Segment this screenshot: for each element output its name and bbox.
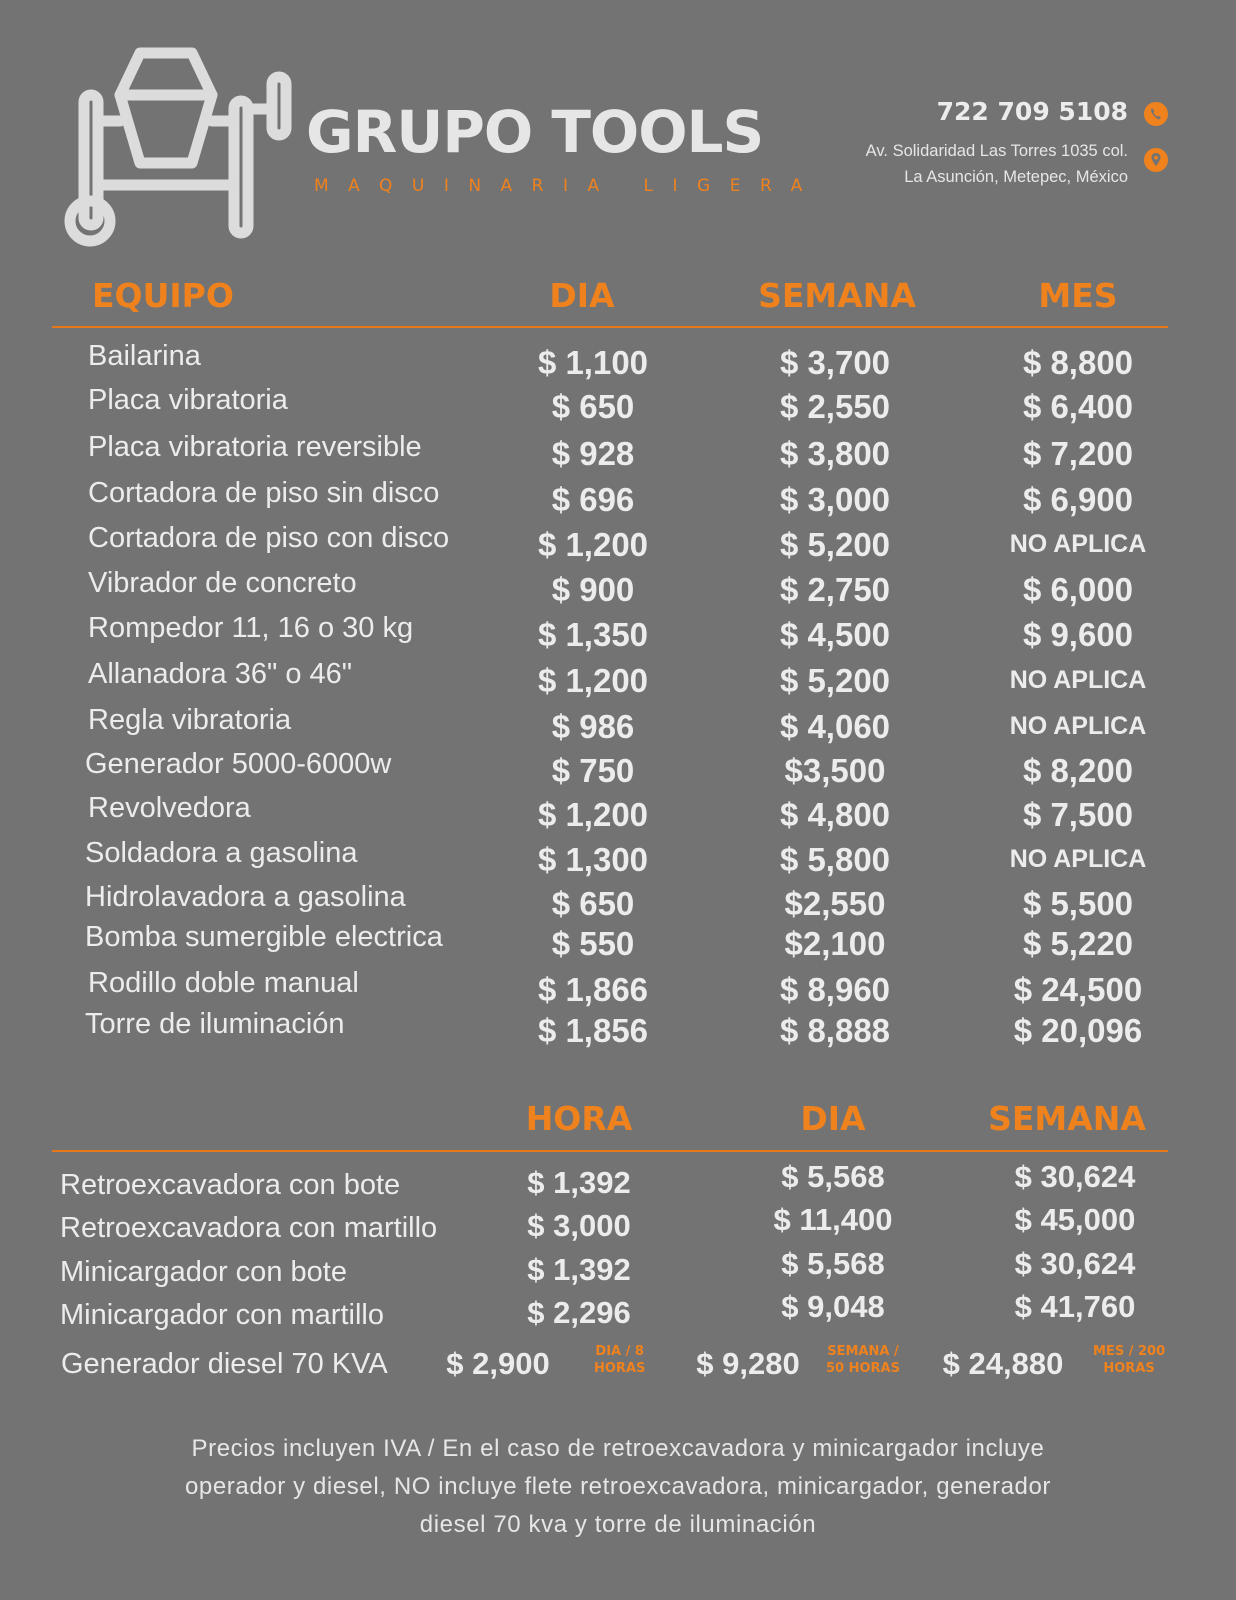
price-dia: $ 9,048 bbox=[781, 1289, 885, 1324]
price-mes: NO APLICA bbox=[1009, 712, 1147, 740]
footer-line-2: operador y diesel, NO incluye flete retroexcavadora, minicargador, generador bbox=[184, 1473, 1052, 1500]
price-mes: NO APLICA bbox=[1009, 666, 1147, 694]
price-semana: $ 30,624 bbox=[1014, 1246, 1136, 1281]
table-row bbox=[0, 567, 1236, 611]
price-mes: $ 6,400 bbox=[1022, 388, 1134, 425]
price-mes: $ 6,900 bbox=[1022, 481, 1134, 518]
equipment-name: Vibrador de concreto bbox=[88, 567, 357, 599]
equipment-name: Placa vibratoria bbox=[88, 384, 288, 416]
equipment-name: Placa vibratoria reversible bbox=[88, 431, 422, 463]
equipment-name: Regla vibratoria bbox=[88, 704, 292, 736]
table-row-generator-diesel bbox=[0, 1346, 1236, 1390]
price-semana: $ 8,888 bbox=[779, 1012, 891, 1049]
table1-divider bbox=[52, 326, 1168, 328]
unit-label-line: MES / 200 bbox=[1093, 1344, 1166, 1359]
table-row bbox=[0, 837, 1236, 881]
price-semana: $ 30,624 bbox=[1014, 1159, 1136, 1194]
table-row bbox=[0, 431, 1236, 475]
equipment-name: Retroexcavadora con martillo bbox=[60, 1212, 438, 1244]
table-row bbox=[0, 748, 1236, 792]
price-dia: $ 5,568 bbox=[781, 1159, 885, 1194]
price-mes: $ 5,500 bbox=[1022, 885, 1134, 922]
equipment-name: Minicargador con bote bbox=[60, 1256, 347, 1288]
price-mes: $ 8,200 bbox=[1022, 752, 1134, 789]
phone-icon bbox=[1144, 102, 1168, 126]
price-dia: $ 928 bbox=[551, 435, 635, 472]
price-dia: $ 1,866 bbox=[537, 971, 649, 1008]
price-mes: $ 7,500 bbox=[1022, 796, 1134, 833]
equipment-name: Bomba sumergible electrica bbox=[85, 921, 443, 953]
table-row bbox=[0, 340, 1236, 384]
price-dia: $ 1,200 bbox=[537, 796, 649, 833]
address-line-2: La Asunción, Metepec, México bbox=[904, 168, 1128, 186]
equipment-name: Rodillo doble manual bbox=[88, 967, 359, 999]
price-dia: $ 696 bbox=[551, 481, 635, 518]
equipment-name: Rompedor 11, 16 o 30 kg bbox=[88, 612, 414, 644]
price-dia-8-horas: $ 2,900 bbox=[446, 1346, 550, 1381]
table-row bbox=[0, 881, 1236, 925]
equipment-name: Cortadora de piso con disco bbox=[88, 522, 450, 554]
table-row bbox=[0, 658, 1236, 702]
header-dia: DIA bbox=[549, 276, 615, 315]
equipment-name: Soldadora a gasolina bbox=[85, 837, 358, 869]
price-dia: $ 5,568 bbox=[781, 1246, 885, 1281]
table-row bbox=[0, 967, 1236, 1011]
price-semana: $ 41,760 bbox=[1014, 1289, 1136, 1324]
price-hora: $ 1,392 bbox=[527, 1252, 631, 1287]
price-semana: $ 5,800 bbox=[779, 841, 891, 878]
equipment-name: Minicargador con martillo bbox=[60, 1299, 384, 1331]
price-dia: $ 900 bbox=[551, 571, 635, 608]
price-semana: $ 4,060 bbox=[779, 708, 891, 745]
price-dia: $ 1,200 bbox=[537, 662, 649, 699]
header-equipo: EQUIPO bbox=[92, 276, 234, 315]
price-hora: $ 1,392 bbox=[527, 1165, 631, 1200]
table-row bbox=[0, 921, 1236, 965]
price-mes: NO APLICA bbox=[1009, 845, 1147, 873]
price-mes: $ 6,000 bbox=[1022, 571, 1134, 608]
price-mes: NO APLICA bbox=[1009, 530, 1147, 558]
price-semana-50-horas: $ 9,280 bbox=[696, 1346, 800, 1381]
price-semana: $ 4,800 bbox=[779, 796, 891, 833]
price-hora: $ 3,000 bbox=[527, 1208, 631, 1243]
equipment-name: Generador 5000-6000w bbox=[85, 748, 392, 780]
unit-label-dia bbox=[594, 1343, 645, 1377]
price-dia: $ 986 bbox=[551, 708, 635, 745]
price-semana: $ 5,200 bbox=[779, 526, 891, 563]
price-semana: $ 3,000 bbox=[779, 481, 891, 518]
address bbox=[866, 138, 1128, 190]
price-mes: $ 7,200 bbox=[1022, 435, 1134, 472]
price-semana: $ 45,000 bbox=[1014, 1202, 1136, 1237]
table-row bbox=[0, 522, 1236, 566]
price-dia: $ 1,300 bbox=[537, 841, 649, 878]
price-mes-200-horas: $ 24,880 bbox=[942, 1346, 1064, 1381]
header-dia-2: DIA bbox=[800, 1099, 866, 1138]
unit-label-line: DIA / 8 bbox=[595, 1344, 644, 1359]
unit-label-line: 50 HORAS bbox=[826, 1361, 900, 1376]
price-semana: $ 2,750 bbox=[779, 571, 891, 608]
price-mes: $ 24,500 bbox=[1013, 971, 1143, 1008]
price-mes: $ 20,096 bbox=[1013, 1012, 1143, 1049]
equipment-name: Allanadora 36" o 46" bbox=[88, 658, 353, 690]
price-semana: $ 3,700 bbox=[779, 344, 891, 381]
unit-label-semana bbox=[826, 1343, 900, 1377]
price-semana: $ 4,500 bbox=[779, 616, 891, 653]
table-row bbox=[0, 1289, 1236, 1341]
price-mes: $ 5,220 bbox=[1022, 925, 1134, 962]
price-dia: $ 550 bbox=[551, 925, 635, 962]
unit-label-line: HORAS bbox=[1103, 1361, 1155, 1376]
price-semana: $ 2,550 bbox=[779, 388, 891, 425]
phone-number[interactable]: 722 709 5108 bbox=[936, 97, 1128, 126]
table-row bbox=[0, 612, 1236, 656]
header-semana-2: SEMANA bbox=[988, 1099, 1146, 1138]
price-dia: $ 650 bbox=[551, 388, 635, 425]
header-mes: MES bbox=[1038, 276, 1118, 315]
unit-label-mes bbox=[1093, 1343, 1165, 1377]
header-hora: HORA bbox=[525, 1099, 633, 1138]
price-mes: $ 9,600 bbox=[1022, 616, 1134, 653]
price-semana: $3,500 bbox=[784, 752, 886, 789]
footer-line-1: Precios incluyen IVA / En el caso de retroexcavadora y minicargador incluye bbox=[191, 1435, 1045, 1462]
location-pin-icon bbox=[1144, 148, 1168, 172]
price-semana: $ 5,200 bbox=[779, 662, 891, 699]
address-line-1: Av. Solidaridad Las Torres 1035 col. bbox=[865, 142, 1128, 160]
equipment-name: Bailarina bbox=[88, 340, 201, 372]
price-dia: $ 750 bbox=[551, 752, 635, 789]
price-mes: $ 8,800 bbox=[1022, 344, 1134, 381]
equipment-name: Hidrolavadora a gasolina bbox=[85, 881, 406, 913]
price-semana: $ 8,960 bbox=[779, 971, 891, 1008]
price-semana: $ 3,800 bbox=[779, 435, 891, 472]
table2-divider bbox=[52, 1150, 1168, 1152]
equipment-name: Generador diesel 70 KVA bbox=[61, 1348, 388, 1380]
unit-label-line: HORAS bbox=[594, 1361, 646, 1376]
price-semana: $2,550 bbox=[784, 885, 886, 922]
table-row bbox=[0, 384, 1236, 428]
equipment-name: Retroexcavadora con bote bbox=[60, 1169, 401, 1201]
brand-name: GRUPO TOOLS bbox=[306, 98, 764, 166]
table-row bbox=[0, 704, 1236, 748]
header-semana: SEMANA bbox=[758, 276, 916, 315]
price-dia: $ 1,350 bbox=[537, 616, 649, 653]
price-hora: $ 2,296 bbox=[527, 1295, 631, 1330]
equipment-name: Revolvedora bbox=[88, 792, 251, 824]
footer-line-3: diesel 70 kva y torre de iluminación bbox=[419, 1511, 817, 1538]
price-dia: $ 650 bbox=[551, 885, 635, 922]
price-dia: $ 1,100 bbox=[537, 344, 649, 381]
table-row bbox=[0, 1008, 1236, 1052]
price-dia: $ 1,200 bbox=[537, 526, 649, 563]
concrete-mixer-logo-icon bbox=[60, 45, 300, 250]
table-row bbox=[0, 477, 1236, 521]
price-semana: $2,100 bbox=[784, 925, 886, 962]
unit-label-line: SEMANA / bbox=[827, 1344, 899, 1359]
table-row bbox=[0, 792, 1236, 836]
price-dia: $ 1,856 bbox=[537, 1012, 649, 1049]
equipment-name: Cortadora de piso sin disco bbox=[88, 477, 440, 509]
footer-note bbox=[80, 1430, 1156, 1544]
equipment-name: Torre de iluminación bbox=[85, 1008, 345, 1040]
brand-tagline: MAQUINARIA LIGERA bbox=[314, 176, 822, 196]
price-dia: $ 11,400 bbox=[773, 1202, 893, 1237]
